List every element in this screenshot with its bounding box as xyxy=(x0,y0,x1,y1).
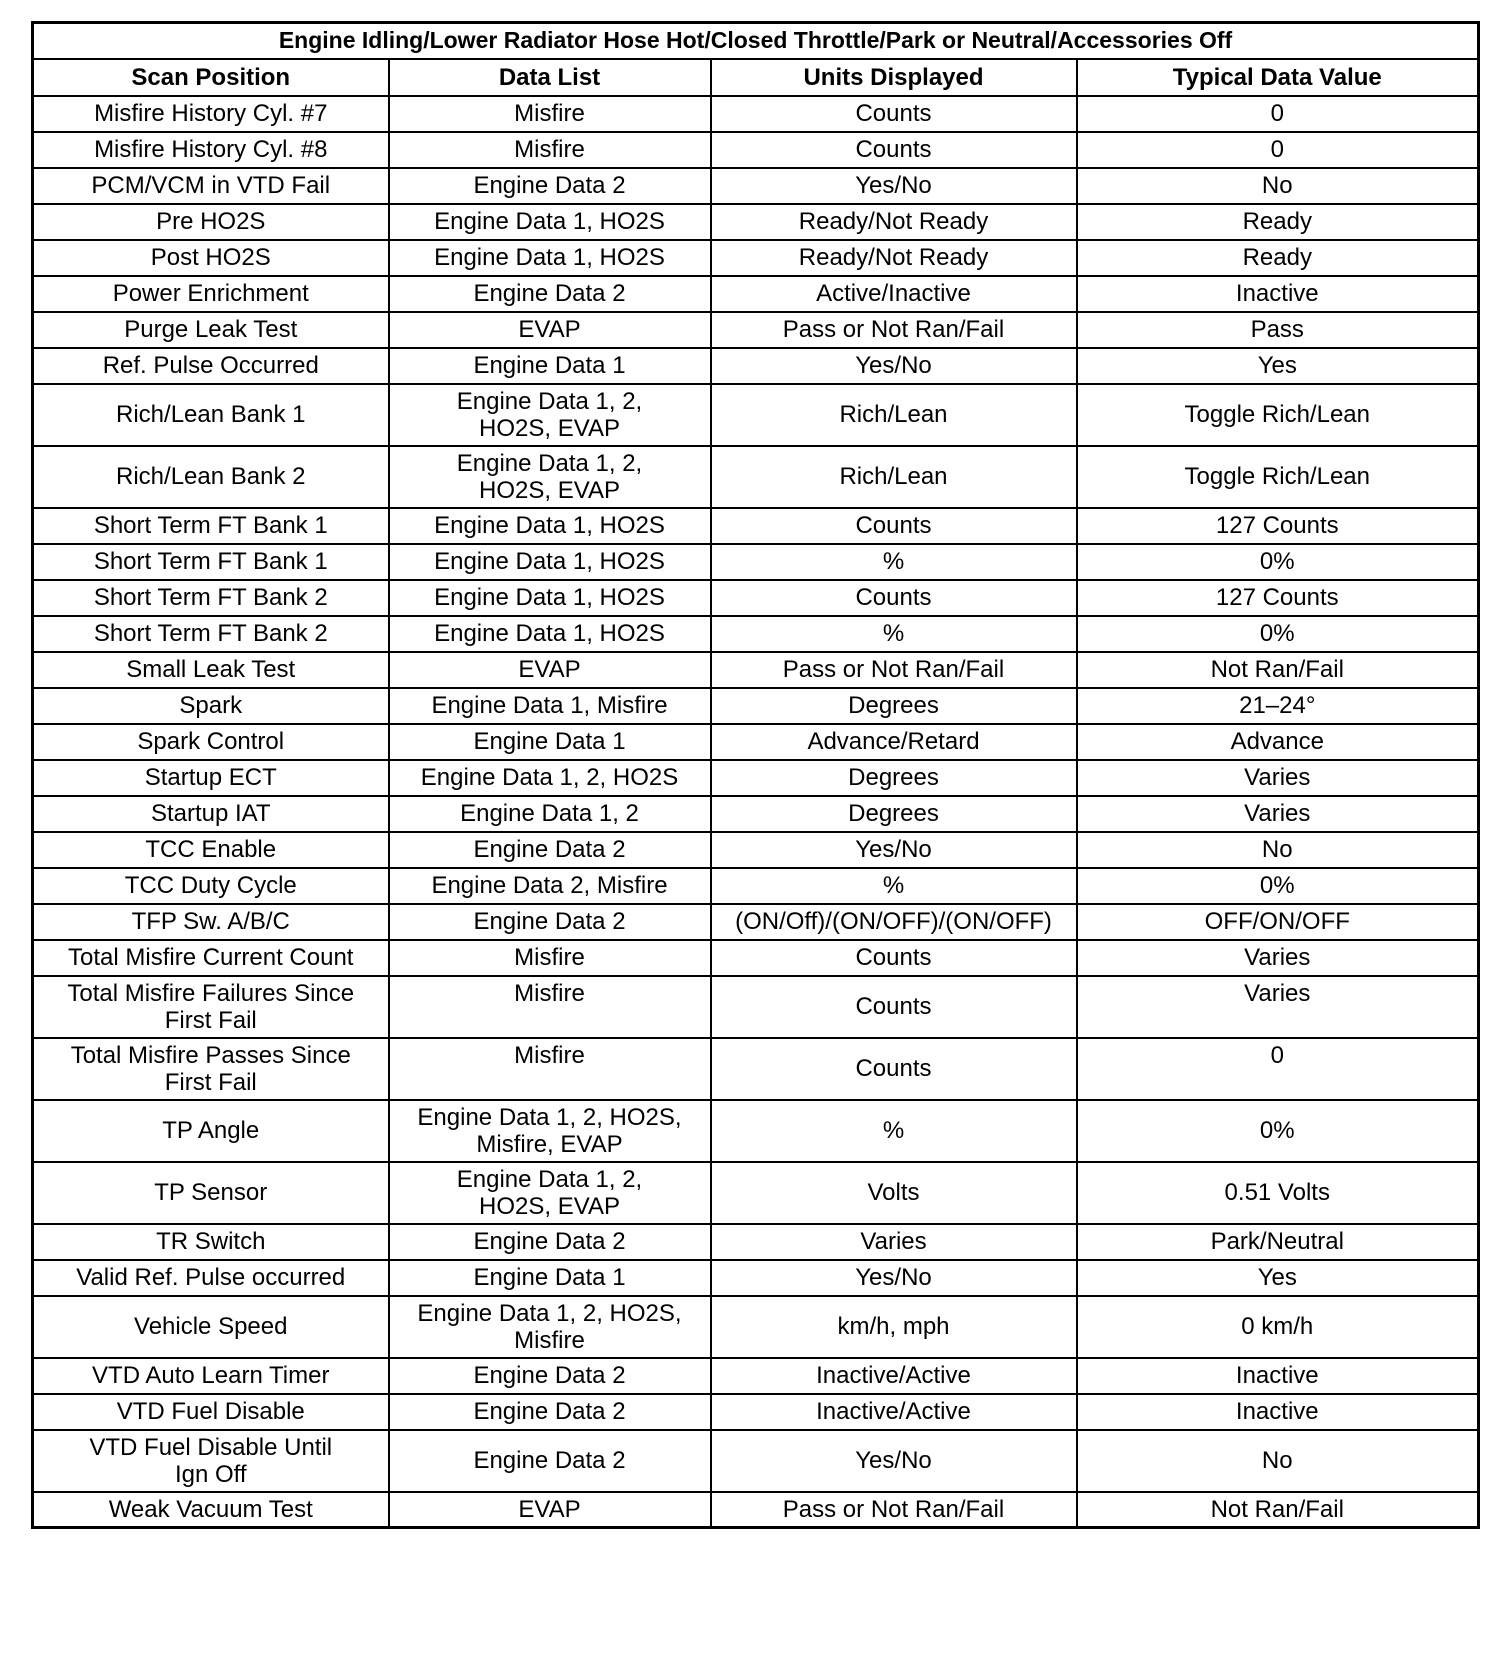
table-row xyxy=(33,1224,1479,1260)
data-list-cell: Engine Data 2 xyxy=(389,276,711,312)
data-list-cell: Engine Data 1 xyxy=(389,1260,711,1296)
typical-value-cell: Varies xyxy=(1077,940,1479,976)
table-row xyxy=(33,96,1479,132)
header-row xyxy=(33,59,1479,96)
data-list-cell: EVAP xyxy=(389,312,711,348)
data-list-cell: Engine Data 1, 2, HO2S xyxy=(389,760,711,796)
scan-position-cell: Small Leak Test xyxy=(33,652,389,688)
units-displayed-cell: Counts xyxy=(711,580,1077,616)
table-row xyxy=(33,168,1479,204)
typical-value-cell: Ready xyxy=(1077,204,1479,240)
typical-value-cell: Not Ran/Fail xyxy=(1077,1492,1479,1528)
typical-value-cell: OFF/ON/OFF xyxy=(1077,904,1479,940)
data-list-cell: Engine Data 1, HO2S xyxy=(389,204,711,240)
typical-value-cell: No xyxy=(1077,1430,1479,1492)
data-list-cell: Engine Data 1, HO2S xyxy=(389,580,711,616)
data-list-cell: Misfire xyxy=(389,96,711,132)
typical-value-cell: Toggle Rich/Lean xyxy=(1077,446,1479,508)
units-displayed-cell: % xyxy=(711,868,1077,904)
data-table xyxy=(31,21,1480,1529)
table-row xyxy=(33,1358,1479,1394)
scan-position-cell: VTD Auto Learn Timer xyxy=(33,1358,389,1394)
units-displayed-cell: Inactive/Active xyxy=(711,1358,1077,1394)
typical-value-cell: Advance xyxy=(1077,724,1479,760)
data-list-cell: Engine Data 2 xyxy=(389,832,711,868)
scan-position-cell: Rich/Lean Bank 2 xyxy=(33,446,389,508)
table-row xyxy=(33,312,1479,348)
scan-position-cell: TP Angle xyxy=(33,1100,389,1162)
units-displayed-cell: Degrees xyxy=(711,796,1077,832)
typical-value-cell: Inactive xyxy=(1077,1358,1479,1394)
typical-value-cell: 0 xyxy=(1077,96,1479,132)
scan-position-cell: TCC Duty Cycle xyxy=(33,868,389,904)
typical-value-cell: Varies xyxy=(1077,760,1479,796)
table-row xyxy=(33,904,1479,940)
units-displayed-cell: Ready/Not Ready xyxy=(711,204,1077,240)
table-row xyxy=(33,796,1479,832)
data-list-cell: Engine Data 1, 2, HO2S, EVAP xyxy=(389,384,711,446)
units-displayed-cell: Yes/No xyxy=(711,348,1077,384)
data-list-cell: Engine Data 2 xyxy=(389,1224,711,1260)
typical-value-cell: No xyxy=(1077,168,1479,204)
data-list-cell: Engine Data 2 xyxy=(389,1394,711,1430)
units-displayed-cell: Pass or Not Ran/Fail xyxy=(711,652,1077,688)
typical-value-cell: Varies xyxy=(1077,976,1479,1038)
scan-position-cell: Short Term FT Bank 2 xyxy=(33,580,389,616)
units-displayed-cell: Advance/Retard xyxy=(711,724,1077,760)
units-displayed-cell: Counts xyxy=(711,132,1077,168)
scan-position-cell: Misfire History Cyl. #7 xyxy=(33,96,389,132)
typical-value-cell: No xyxy=(1077,832,1479,868)
scan-position-cell: Total Misfire Passes Since First Fail xyxy=(33,1038,389,1100)
data-list-cell: Misfire xyxy=(389,132,711,168)
data-list-cell: Engine Data 1, HO2S xyxy=(389,240,711,276)
scan-position-cell: Short Term FT Bank 2 xyxy=(33,616,389,652)
table-row xyxy=(33,688,1479,724)
table-body xyxy=(33,96,1479,1528)
data-list-cell: Engine Data 1, HO2S xyxy=(389,616,711,652)
typical-value-cell: 0 xyxy=(1077,1038,1479,1100)
scan-position-cell: Valid Ref. Pulse occurred xyxy=(33,1260,389,1296)
typical-value-cell: Yes xyxy=(1077,1260,1479,1296)
typical-value-cell: Varies xyxy=(1077,796,1479,832)
typical-value-cell: 21–24° xyxy=(1077,688,1479,724)
typical-value-cell: Not Ran/Fail xyxy=(1077,652,1479,688)
table-row xyxy=(33,508,1479,544)
units-displayed-cell: Rich/Lean xyxy=(711,446,1077,508)
data-list-cell: Engine Data 1, 2, HO2S, EVAP xyxy=(389,1162,711,1224)
table-row xyxy=(33,132,1479,168)
data-list-cell: EVAP xyxy=(389,652,711,688)
units-displayed-cell: % xyxy=(711,1100,1077,1162)
typical-value-cell: 0% xyxy=(1077,1100,1479,1162)
table-row xyxy=(33,1038,1479,1100)
table-row xyxy=(33,1260,1479,1296)
table-row xyxy=(33,276,1479,312)
data-list-cell: Misfire xyxy=(389,976,711,1038)
typical-value-cell: Park/Neutral xyxy=(1077,1224,1479,1260)
data-list-cell: Engine Data 2, Misfire xyxy=(389,868,711,904)
typical-value-cell: Inactive xyxy=(1077,1394,1479,1430)
typical-value-cell: Ready xyxy=(1077,240,1479,276)
units-displayed-cell: Yes/No xyxy=(711,168,1077,204)
header-data-list: Data List xyxy=(389,59,711,96)
units-displayed-cell: Volts xyxy=(711,1162,1077,1224)
typical-value-cell: 0.51 Volts xyxy=(1077,1162,1479,1224)
units-displayed-cell: Counts xyxy=(711,940,1077,976)
table-title: Engine Idling/Lower Radiator Hose Hot/Closed Throttle/Park or Neutral/Accessories Off xyxy=(33,23,1479,59)
units-displayed-cell: % xyxy=(711,544,1077,580)
units-displayed-cell: Varies xyxy=(711,1224,1077,1260)
data-list-cell: Engine Data 1, Misfire xyxy=(389,688,711,724)
data-list-cell: Engine Data 1, HO2S xyxy=(389,508,711,544)
typical-value-cell: 0% xyxy=(1077,868,1479,904)
data-list-cell: EVAP xyxy=(389,1492,711,1528)
scan-position-cell: TCC Enable xyxy=(33,832,389,868)
scan-position-cell: Spark xyxy=(33,688,389,724)
data-list-cell: Engine Data 1, 2, HO2S, Misfire xyxy=(389,1296,711,1358)
title-row xyxy=(33,23,1479,59)
header-typical-data-value: Typical Data Value xyxy=(1077,59,1479,96)
scan-position-cell: Vehicle Speed xyxy=(33,1296,389,1358)
table-row xyxy=(33,384,1479,446)
scan-position-cell: Total Misfire Failures Since First Fail xyxy=(33,976,389,1038)
units-displayed-cell: Pass or Not Ran/Fail xyxy=(711,1492,1077,1528)
units-displayed-cell: Counts xyxy=(711,1038,1077,1100)
units-displayed-cell: Counts xyxy=(711,96,1077,132)
table-row xyxy=(33,446,1479,508)
table-row xyxy=(33,1162,1479,1224)
table-row xyxy=(33,616,1479,652)
table-row xyxy=(33,240,1479,276)
table-row xyxy=(33,1394,1479,1430)
units-displayed-cell: Degrees xyxy=(711,760,1077,796)
scan-position-cell: VTD Fuel Disable Until Ign Off xyxy=(33,1430,389,1492)
units-displayed-cell: Counts xyxy=(711,508,1077,544)
scan-position-cell: PCM/VCM in VTD Fail xyxy=(33,168,389,204)
data-list-cell: Engine Data 2 xyxy=(389,168,711,204)
data-list-cell: Engine Data 1, HO2S xyxy=(389,544,711,580)
header-scan-position: Scan Position xyxy=(33,59,389,96)
table-row xyxy=(33,1296,1479,1358)
typical-value-cell: 0 km/h xyxy=(1077,1296,1479,1358)
table-row xyxy=(33,1100,1479,1162)
typical-value-cell: 127 Counts xyxy=(1077,508,1479,544)
units-displayed-cell: % xyxy=(711,616,1077,652)
scan-position-cell: TR Switch xyxy=(33,1224,389,1260)
units-displayed-cell: km/h, mph xyxy=(711,1296,1077,1358)
scan-position-cell: Startup ECT xyxy=(33,760,389,796)
typical-value-cell: 0% xyxy=(1077,616,1479,652)
data-list-cell: Engine Data 1, 2, HO2S, Misfire, EVAP xyxy=(389,1100,711,1162)
data-list-cell: Engine Data 1, 2 xyxy=(389,796,711,832)
data-list-cell: Engine Data 1 xyxy=(389,724,711,760)
data-list-cell: Engine Data 2 xyxy=(389,904,711,940)
scan-position-cell: Rich/Lean Bank 1 xyxy=(33,384,389,446)
table-row xyxy=(33,976,1479,1038)
data-list-cell: Engine Data 2 xyxy=(389,1430,711,1492)
units-displayed-cell: Rich/Lean xyxy=(711,384,1077,446)
typical-value-cell: Inactive xyxy=(1077,276,1479,312)
table-row xyxy=(33,348,1479,384)
table-row xyxy=(33,940,1479,976)
typical-value-cell: 0% xyxy=(1077,544,1479,580)
scan-position-cell: VTD Fuel Disable xyxy=(33,1394,389,1430)
scan-position-cell: TFP Sw. A/B/C xyxy=(33,904,389,940)
scan-position-cell: Purge Leak Test xyxy=(33,312,389,348)
typical-value-cell: Yes xyxy=(1077,348,1479,384)
header-units-displayed: Units Displayed xyxy=(711,59,1077,96)
table-row xyxy=(33,652,1479,688)
table-row xyxy=(33,1492,1479,1528)
units-displayed-cell: Yes/No xyxy=(711,1260,1077,1296)
scan-position-cell: Short Term FT Bank 1 xyxy=(33,544,389,580)
table-row xyxy=(33,1430,1479,1492)
table-row xyxy=(33,724,1479,760)
data-list-cell: Engine Data 2 xyxy=(389,1358,711,1394)
scan-position-cell: Power Enrichment xyxy=(33,276,389,312)
units-displayed-cell: (ON/Off)/(ON/OFF)/(ON/OFF) xyxy=(711,904,1077,940)
scan-position-cell: Weak Vacuum Test xyxy=(33,1492,389,1528)
units-displayed-cell: Pass or Not Ran/Fail xyxy=(711,312,1077,348)
scan-position-cell: Short Term FT Bank 1 xyxy=(33,508,389,544)
data-list-cell: Misfire xyxy=(389,1038,711,1100)
units-displayed-cell: Yes/No xyxy=(711,1430,1077,1492)
scan-position-cell: Misfire History Cyl. #8 xyxy=(33,132,389,168)
data-list-cell: Misfire xyxy=(389,940,711,976)
table-row xyxy=(33,832,1479,868)
scan-position-cell: TP Sensor xyxy=(33,1162,389,1224)
typical-value-cell: 0 xyxy=(1077,132,1479,168)
typical-value-cell: Pass xyxy=(1077,312,1479,348)
units-displayed-cell: Counts xyxy=(711,976,1077,1038)
table-row xyxy=(33,544,1479,580)
scan-position-cell: Ref. Pulse Occurred xyxy=(33,348,389,384)
scan-position-cell: Startup IAT xyxy=(33,796,389,832)
scan-position-cell: Post HO2S xyxy=(33,240,389,276)
units-displayed-cell: Ready/Not Ready xyxy=(711,240,1077,276)
units-displayed-cell: Inactive/Active xyxy=(711,1394,1077,1430)
data-list-cell: Engine Data 1 xyxy=(389,348,711,384)
typical-value-cell: 127 Counts xyxy=(1077,580,1479,616)
units-displayed-cell: Yes/No xyxy=(711,832,1077,868)
data-list-cell: Engine Data 1, 2, HO2S, EVAP xyxy=(389,446,711,508)
typical-value-cell: Toggle Rich/Lean xyxy=(1077,384,1479,446)
units-displayed-cell: Active/Inactive xyxy=(711,276,1077,312)
table-row xyxy=(33,760,1479,796)
table-row xyxy=(33,204,1479,240)
scan-position-cell: Pre HO2S xyxy=(33,204,389,240)
table-row xyxy=(33,868,1479,904)
scan-position-cell: Spark Control xyxy=(33,724,389,760)
table-row xyxy=(33,580,1479,616)
units-displayed-cell: Degrees xyxy=(711,688,1077,724)
scan-position-cell: Total Misfire Current Count xyxy=(33,940,389,976)
